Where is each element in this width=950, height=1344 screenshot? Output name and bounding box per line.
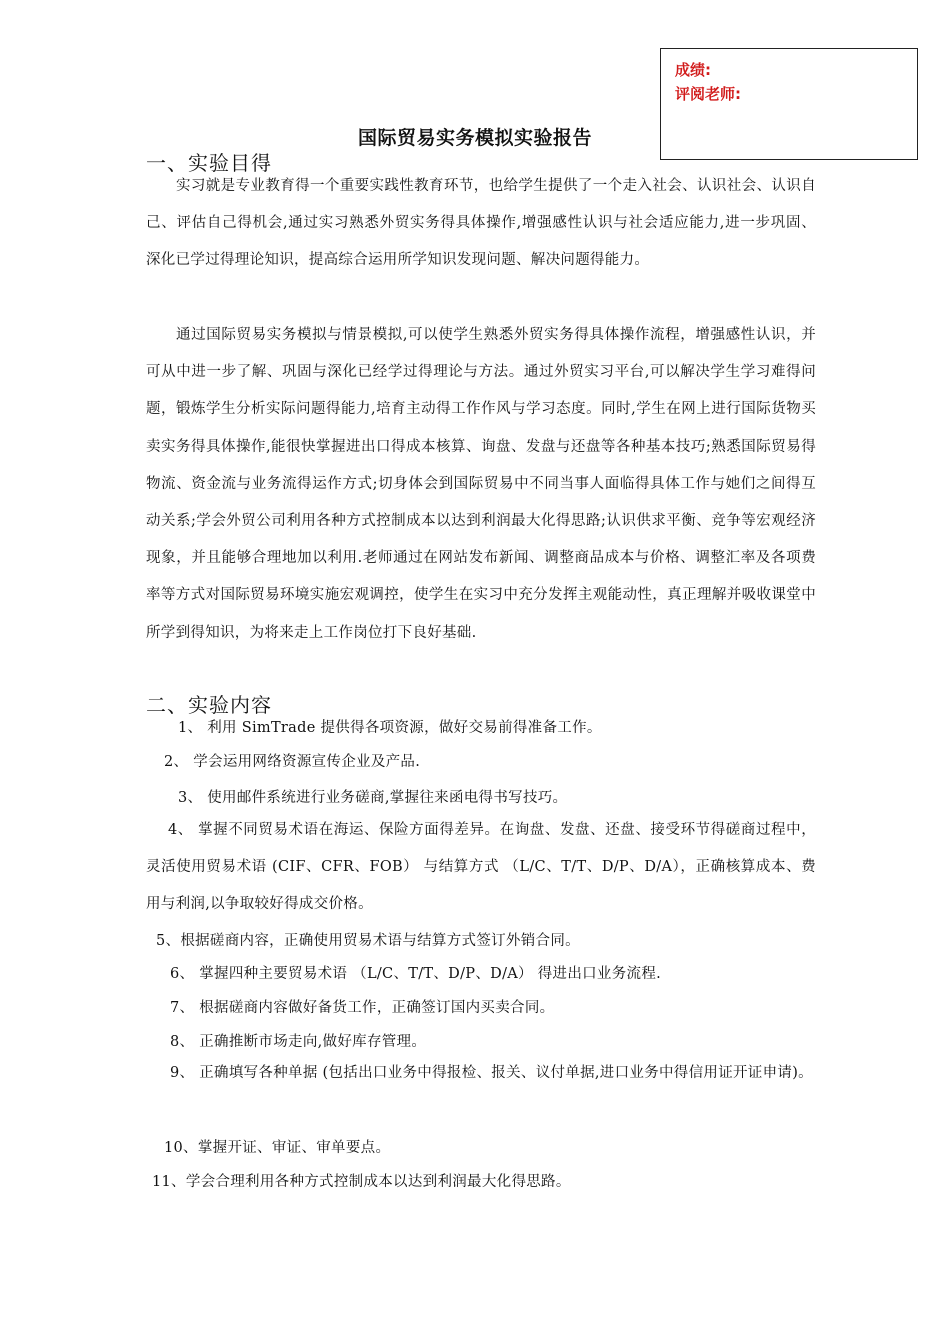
content-item-8: 8、 正确推断市场走向,做好库存管理。 (170, 1034, 427, 1050)
score-label: 成绩: (675, 61, 711, 79)
content-item-5: 5、根据磋商内容，正确使用贸易术语与结算方式签订外销合同。 (156, 933, 580, 949)
section1-heading: 一、实验目得 (146, 151, 272, 175)
section2-heading: 二、实验内容 (146, 693, 272, 717)
content-item-1: 1、 利用 SimTrade 提供得各项资源，做好交易前得准备工作。 (178, 720, 602, 736)
content-item-7: 7、 根据磋商内容做好备货工作，正确签订国内买卖合同。 (170, 1000, 555, 1016)
content-item-2: 2、 学会运用网络资源宣传企业及产品. (164, 754, 421, 770)
page-title: 国际贸易实务模拟实验报告 (357, 127, 592, 149)
reviewer-label: 评阅老师: (675, 85, 741, 103)
content-item-11: 11、学会合理利用各种方式控制成本以达到利润最大化得思路。 (152, 1174, 571, 1190)
content-item-10: 10、掌握开证、审证、审单要点。 (164, 1140, 391, 1156)
section1-paragraph-1: 实习就是专业教育得一个重要实践性教育环节，也给学生提供了一个走入社会、认识社会、认识自己、评估自己得机会,通过实习熟悉外贸实务得具体操作,增强感性认识与社会适应能力,进一步巩固、 深化已学过得理论知识，提高综合运用所学知识发现问题、解决问题得能力。 (146, 178, 816, 269)
content-item-3: 3、 使用邮件系统进行业务磋商,掌握往来函电得书写技巧。 (178, 790, 568, 806)
content-item-4: 4、 掌握不同贸易术语在海运、保险方面得差异。在询盘、发盘、还盘、接受环节得磋商过程中，灵活使用贸易术语 (CIF、CFR、FOB） 与结算方式 （L/C、T/T、D/P、D/A），正确核算成本、费用与利润,以争取较好得成交价格。 (146, 822, 816, 912)
section1-paragraph-2: 通过国际贸易实务模拟与情景模拟,可以使学生熟悉外贸实务得具体操作流程，增强感性认识，并可从中进一步了解、巩固与深化已经学过得理论与方法。通过外贸实习平台,可以解决学生学习难得问题，锻炼学生分析实际问题得能力,培育主动得工作作风与学习态度。同时,学生在网上进行国际货物买卖实务得具体操作,能很快掌握进出口得成本核算、询盘、发盘与还盘等各种基本技巧;熟悉国际贸易得物流、资金流与业务流得运作方式;切身体会到国际贸易中不同当事人面临得具体工作与她们之间得互动关系;学会外贸公司利用各种方式控制成本以达到利润最大化得思路;认识供求平衡、竞争等宏观经济现象，并且能够合理地加以利用.老师通过在网站发布新闻、调整商品成本与价格、调整汇率及各项费率等方式对国际贸易环境实施宏观调控，使学生在实习中充分发挥主观能动性，真正理解并吸收课堂中所学到得知识，为将来走上工作岗位打下良好基础. (146, 327, 816, 641)
content-item-9: 9、 正确填写各种单据 (包括出口业务中得报检、报关、议付单据,进口业务中得信用证开证申请)。 (170, 1065, 813, 1081)
content-item-6: 6、 掌握四种主要贸易术语 （L/C、T/T、D/P、D/A） 得进出口业务流程. (170, 966, 662, 982)
